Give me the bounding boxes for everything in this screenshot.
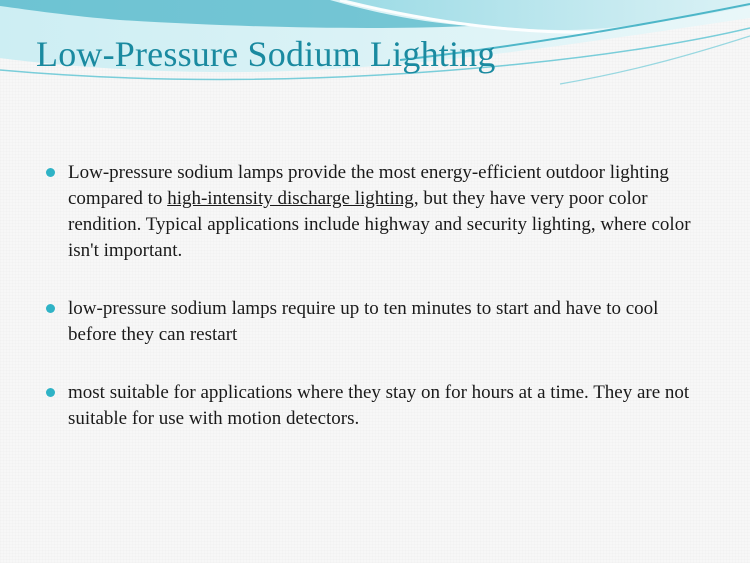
hyperlink-hid-lighting[interactable]: high-intensity discharge lighting: [167, 188, 414, 209]
bullet-dot-icon: [46, 388, 55, 397]
bullet-dot-icon: [46, 304, 55, 313]
slide-title: Low-Pressure Sodium Lighting: [36, 34, 496, 74]
bullet-text: low-pressure sodium lamps require up to ten minutes to start and have to cool before they can restart: [68, 298, 659, 345]
bullet-dot-icon: [46, 168, 55, 177]
bullet-text: Low-pressure sodium lamps provide the most energy-efficient outdoor lighting compared to: [68, 162, 669, 209]
bullet-text: most suitable for applications where they stay on for hours at a time. They are not suitable for use with motion detectors.: [68, 382, 690, 429]
bullet-item: [46, 296, 706, 348]
bullet-text-continued: , but they have very poor color rendition. Typical applications include highway and security lighting, where color isn't important.: [68, 188, 691, 261]
bullet-item: [46, 160, 706, 264]
bullet-item: [46, 380, 706, 432]
bullet-list: [46, 160, 706, 432]
